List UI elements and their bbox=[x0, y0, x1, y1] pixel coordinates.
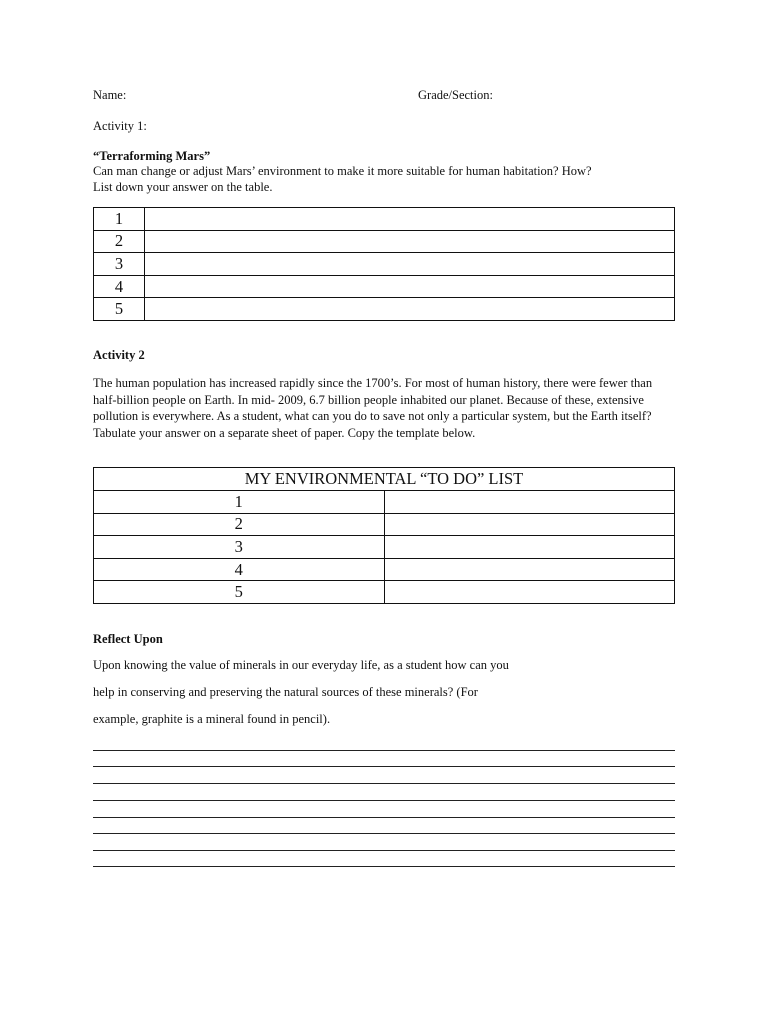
table-row bbox=[94, 536, 675, 559]
reflect-line3: example, graphite is a mineral found in pencil). bbox=[93, 712, 331, 726]
answer-cell[interactable] bbox=[384, 491, 675, 514]
row-number: 3 bbox=[94, 253, 145, 276]
table-row bbox=[94, 208, 675, 231]
table-header-row bbox=[94, 468, 675, 491]
answer-line[interactable] bbox=[93, 866, 675, 867]
row-number: 5 bbox=[94, 581, 385, 604]
row-number: 1 bbox=[94, 491, 385, 514]
row-number: 4 bbox=[94, 275, 145, 298]
activity1-answer-table bbox=[93, 207, 675, 321]
answer-line[interactable] bbox=[93, 817, 675, 818]
answer-line[interactable] bbox=[93, 850, 675, 851]
table-row bbox=[94, 558, 675, 581]
answer-line[interactable] bbox=[93, 800, 675, 801]
answer-line[interactable] bbox=[93, 766, 675, 767]
answer-line[interactable] bbox=[93, 750, 675, 751]
table-row bbox=[94, 581, 675, 604]
answer-cell[interactable] bbox=[384, 581, 675, 604]
row-number: 4 bbox=[94, 558, 385, 581]
reflect-line1: Upon knowing the value of minerals in our everyday life, as a student how can you bbox=[93, 658, 509, 672]
answer-cell[interactable] bbox=[145, 298, 675, 321]
table-row bbox=[94, 491, 675, 514]
activity2-paragraph: The human population has increased rapidly since the 1700’s. For most of human history, there were fewer than half-billion people on Earth. In mid- 2009, 6.7 billion people inhabited our planet. Because of these, extensive pollution is everywhere. As a student, what can you do to save not only a particular system, but the Earth itself? Tabulate your answer on a separate sheet of paper. Copy the template below. bbox=[93, 376, 653, 440]
answer-cell[interactable] bbox=[145, 230, 675, 253]
activity1-line1: Can man change or adjust Mars’ environment to make it more suitable for human habitation? How? bbox=[93, 164, 592, 178]
answer-line[interactable] bbox=[93, 833, 675, 834]
answer-cell[interactable] bbox=[384, 558, 675, 581]
table-row bbox=[94, 230, 675, 253]
table-row bbox=[94, 513, 675, 536]
row-number: 2 bbox=[94, 230, 145, 253]
answer-cell[interactable] bbox=[384, 536, 675, 559]
grade-section-label: Grade/Section: bbox=[418, 88, 493, 102]
activity1-line2: List down your answer on the table. bbox=[93, 180, 273, 194]
activity2-heading: Activity 2 bbox=[93, 348, 145, 362]
todo-list-title: MY ENVIRONMENTAL “TO DO” LIST bbox=[94, 468, 675, 491]
reflect-heading: Reflect Upon bbox=[93, 632, 163, 646]
answer-cell[interactable] bbox=[145, 208, 675, 231]
row-number: 5 bbox=[94, 298, 145, 321]
activity1-heading: Activity 1: bbox=[93, 119, 147, 133]
row-number: 3 bbox=[94, 536, 385, 559]
answer-line[interactable] bbox=[93, 783, 675, 784]
reflect-line2: help in conserving and preserving the natural sources of these minerals? (For bbox=[93, 685, 478, 699]
table-row bbox=[94, 253, 675, 276]
answer-cell[interactable] bbox=[384, 513, 675, 536]
row-number: 2 bbox=[94, 513, 385, 536]
name-label: Name: bbox=[93, 88, 127, 102]
answer-cell[interactable] bbox=[145, 275, 675, 298]
activity1-title: “Terraforming Mars” bbox=[93, 149, 211, 163]
table-row bbox=[94, 298, 675, 321]
answer-cell[interactable] bbox=[145, 253, 675, 276]
row-number: 1 bbox=[94, 208, 145, 231]
table-row bbox=[94, 275, 675, 298]
todo-list-table bbox=[93, 467, 675, 604]
